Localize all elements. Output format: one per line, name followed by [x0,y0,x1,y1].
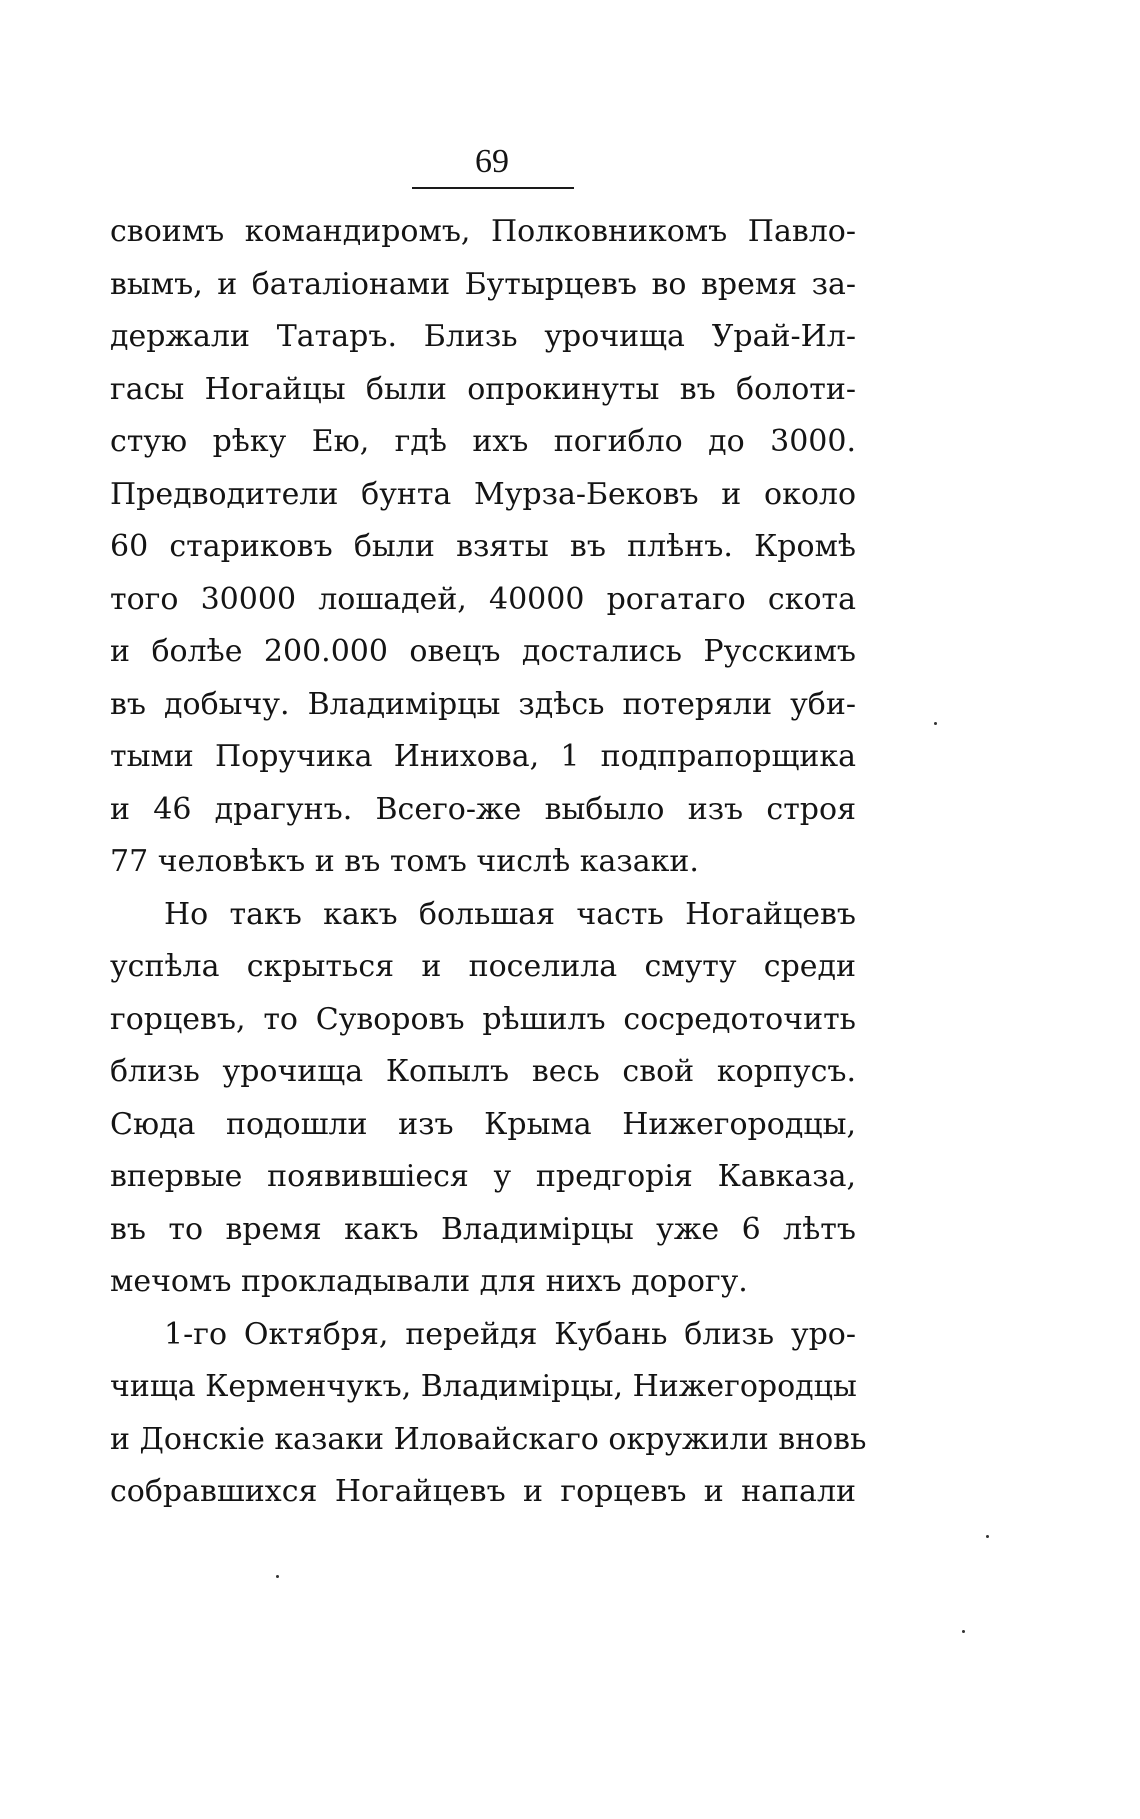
text-line: въ добычу. Владимірцы здѣсь потеряли уби- [110,686,856,722]
text-line: того 30000 лошадей, 40000 рогатаго скота [110,581,856,617]
text-line: мечомъ прокладывали для нихъ дорогу. [110,1264,748,1299]
text-line: Предводители бунта Мурза-Бековъ и около [110,476,856,512]
text-line: 77 человѣкъ и въ томъ числѣ казаки. [110,844,699,879]
text-line: вымъ, и баталіонами Бутырцевъ во время за- [110,266,856,302]
scan-speck [934,722,937,725]
text-line: въ то время какъ Владимірцы уже 6 лѣтъ [110,1211,856,1247]
text-line: собравшихся Ногайцевъ и горцевъ и напали [110,1474,856,1509]
text-line: Сюда подошли изъ Крыма Нижегородцы, [110,1106,856,1142]
text-line: и 46 драгунъ. Всего-же выбыло изъ строя [110,791,856,827]
text-line: близь урочища Копылъ весь свой корпусъ. [110,1054,856,1089]
text-line: успѣла скрыться и поселила смуту среди [110,949,856,984]
scan-speck [276,1575,279,1578]
scan-speck [962,1630,965,1633]
text-line: стую рѣку Ею, гдѣ ихъ погибло до 3000. [110,424,856,459]
header-rule [412,187,574,189]
text-line: Но такъ какъ большая часть Ногайцевъ [164,896,856,932]
text-line: чища Керменчукъ, Владимірцы, Нижегородцы [110,1369,857,1404]
text-line: впервые появившіеся у предгорія Кавказа, [110,1159,856,1194]
page-number: 69 [475,143,509,180]
text-line: горцевъ, то Суворовъ рѣшилъ сосредоточить [110,1001,856,1037]
paragraph-1 [110,206,856,889]
text-line: держали Татаръ. Близь урочища Урай-Ил- [110,319,856,354]
paragraph-2 [110,889,856,1309]
scan-speck [986,1535,989,1538]
text-line: 1-го Октября, перейдя Кубань близь уро- [164,1316,856,1352]
body-text [110,206,867,1519]
text-line: и Донскіе казаки Иловайскаго окружили вновь [110,1421,867,1457]
text-line: и болѣе 200.000 овецъ достались Русскимъ [110,634,856,669]
text-line: своимъ командиромъ, Полковникомъ Павло- [110,214,856,249]
text-line: гасы Ногайцы были опрокинуты въ болоти- [110,371,856,407]
text-line: тыми Поручика Инихова, 1 подпрапорщика [110,739,856,774]
paragraph-3 [110,1309,867,1519]
text-line: 60 стариковъ были взяты въ плѣнъ. Кромѣ [110,529,856,564]
